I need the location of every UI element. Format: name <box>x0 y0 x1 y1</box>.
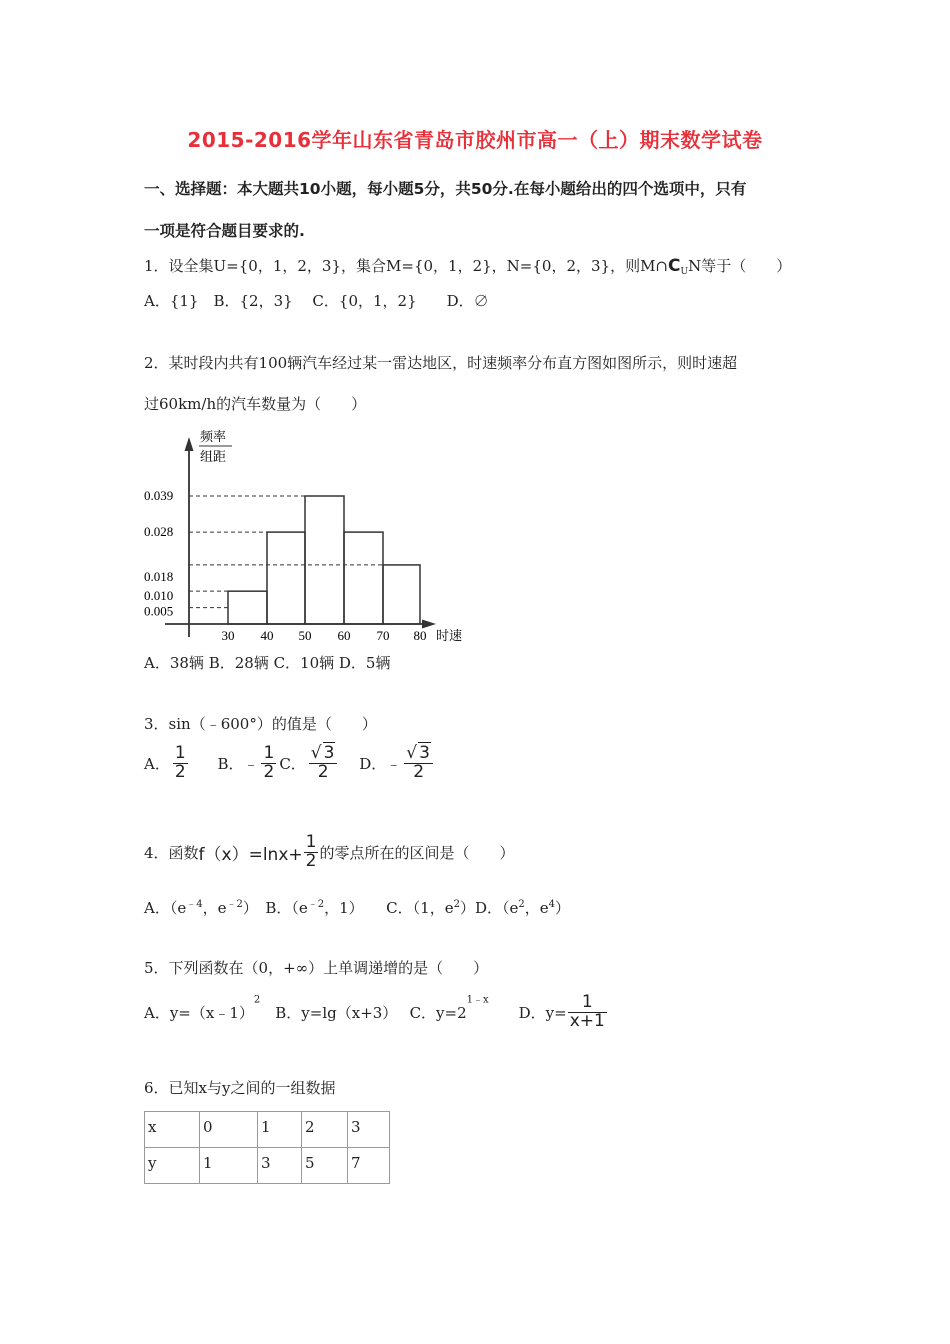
paper-title: 2015-2016学年山东省青岛市胶州市高一（上）期末数学试卷 <box>187 128 763 152</box>
q4-stem-pre: 4．函数 <box>144 843 199 862</box>
q3-option-b-label: B．﹣ <box>217 754 259 773</box>
y-tick-label: 0.005 <box>144 603 174 619</box>
y-tick-label: 0.028 <box>144 524 174 540</box>
y-tick-label: 0.010 <box>144 588 174 604</box>
x-tick-label: 50 <box>298 628 312 643</box>
question-6-stem: 6．已知x与y之间的一组数据 <box>144 1079 336 1097</box>
section-heading-line-1: 一、选择题：本大题共10小题，每小题5分，共50分.在每小题给出的四个选项中，只有 <box>144 180 747 198</box>
question-5-options: A．y=（x﹣1）$^2$ B．y=lg（x+3） C．$y=2^{1﹣x}$ D．y= $\frac{1}{x+1}$ <box>144 992 605 1031</box>
question-1-stem <box>144 255 791 277</box>
x-tick-label: 30 <box>221 628 235 643</box>
histogram-bar-70-80 <box>383 565 420 624</box>
fraction-neg-one-half: $\frac{1}{2}$ <box>263 743 275 782</box>
question-4-options: A．（$e^{﹣4}$，$e^{﹣2}$） B．（$e^{﹣2}$，1） C．（1，$e^2)D$．（$e^2$，$e^4$） <box>144 899 571 917</box>
table-cell: 1 <box>258 1112 302 1148</box>
q4-stem-post: 的零点所在的区间是（ ） <box>319 843 515 862</box>
fraction-one-half-q4: $\frac{1}{2}$ <box>305 832 317 871</box>
histogram-bar-40-50 <box>267 532 305 624</box>
question-3-stem: 3．sin（﹣600°）的值是（ ） <box>144 715 377 733</box>
y-axis-arrow <box>185 437 194 451</box>
x-tick-label: 40 <box>260 628 274 643</box>
table-row <box>145 1148 390 1184</box>
table-cell: 7 <box>348 1148 390 1184</box>
table-cell: 0 <box>200 1112 258 1148</box>
fraction-neg-sqrt3-over-2: $\frac{√ 3}{2}$ <box>404 745 433 782</box>
x-axis-label: 时速 <box>436 628 463 643</box>
question-2-options: A．38辆 B．28辆 C．10辆 D．5辆 <box>144 654 391 672</box>
q4-function: f（x）=lnx+ <box>198 844 303 865</box>
table-cell: 2 <box>302 1112 348 1148</box>
question-3-options <box>144 745 436 782</box>
speed-histogram <box>130 425 480 650</box>
complement-subscript: U <box>680 267 689 277</box>
fraction-sqrt3-over-2: $\frac{√ 3}{2}$ <box>309 745 338 782</box>
table-cell: 1 <box>200 1148 258 1184</box>
x-tick-label: 70 <box>376 628 390 643</box>
q1-stem-pre: 1．设全集U={0，1，2，3}，集合M={0，1，2}，N={0，2，3}，则M∩ <box>144 257 668 275</box>
table-cell: 3 <box>348 1112 390 1148</box>
question-1-options: A．{1} B．{2，3} C．{0，1，2} D．∅ <box>144 292 489 310</box>
q1-stem-post: N等于（ ） <box>688 257 792 275</box>
table-row <box>145 1112 390 1148</box>
q3-option-d-label: D．﹣ <box>359 754 402 773</box>
table-cell: 5 <box>302 1148 348 1184</box>
y-label-bottom: 组距 <box>200 449 227 464</box>
histogram-bar-30-40 <box>228 591 267 624</box>
section-heading-line-2: 一项是符合题目要求的. <box>144 222 305 240</box>
table-cell: x <box>145 1112 200 1148</box>
q3-option-c-label: C． <box>279 754 306 773</box>
y-label-top: 频率 <box>200 429 227 444</box>
table-cell: 3 <box>258 1148 302 1184</box>
complement-symbol: C <box>668 256 681 276</box>
histogram-bar-60-70 <box>344 532 383 624</box>
question-4-stem <box>144 834 514 871</box>
x-tick-label: 80 <box>413 628 427 643</box>
fraction-one-over-x-plus-1: $\frac{1}{x+1}$ <box>569 992 605 1031</box>
question-2-stem-line-2: 过60km/h的汽车数量为（ ） <box>144 395 367 413</box>
histogram-bar-50-60 <box>305 496 344 624</box>
x-tick-label: 60 <box>337 628 351 643</box>
y-tick-label: 0.039 <box>144 488 174 503</box>
y-tick-label: 0.018 <box>144 568 174 584</box>
question-2-stem-line-1: 2．某时段内共有100辆汽车经过某一雷达地区，时速频率分布直方图如图所示，则时速超 <box>144 354 738 372</box>
question-5-stem: 5．下列函数在（0，+∞）上单调递增的是（ ） <box>144 959 489 977</box>
table-cell: y <box>145 1148 200 1184</box>
fraction-one-half: $\frac{1}{2}$ <box>174 743 186 782</box>
xy-data-table <box>144 1111 390 1184</box>
q3-option-a-label: A． <box>144 754 170 773</box>
